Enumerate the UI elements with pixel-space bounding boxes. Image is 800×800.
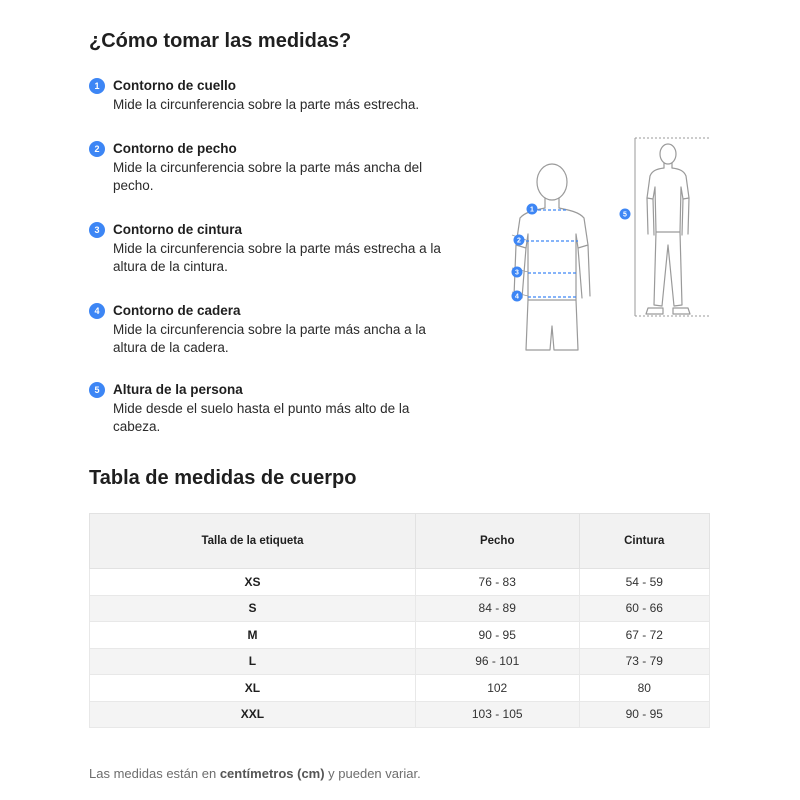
chest-cell: 96 - 101	[415, 648, 579, 675]
step-number-badge: 1	[89, 78, 105, 94]
chest-cell: 84 - 89	[415, 595, 579, 622]
units-note-before: Las medidas están en	[89, 766, 220, 781]
size-table	[89, 513, 710, 728]
howto-title: ¿Cómo tomar las medidas?	[89, 30, 352, 52]
step-description: Mide desde el suelo hasta el punto más alto de la cabeza.	[113, 401, 410, 434]
size-table-title: Tabla de medidas de cuerpo	[89, 467, 357, 489]
column-header-size: Talla de la etiqueta	[90, 514, 416, 569]
waist-cell: 90 - 95	[579, 701, 709, 728]
waist-cell: 73 - 79	[579, 648, 709, 675]
waist-cell: 67 - 72	[579, 622, 709, 649]
table-row	[90, 648, 710, 675]
size-cell: M	[90, 622, 416, 649]
step-description: Mide la circunferencia sobre la parte más ancha a la altura de la cadera.	[113, 322, 426, 355]
step-number-badge: 4	[89, 303, 105, 319]
chest-cell: 90 - 95	[415, 622, 579, 649]
step-number-badge: 2	[89, 141, 105, 157]
units-note	[89, 766, 421, 781]
size-cell: XXL	[90, 701, 416, 728]
size-cell: S	[90, 595, 416, 622]
step-number-badge: 3	[89, 222, 105, 238]
step-title: Contorno de pecho	[113, 141, 237, 156]
table-row	[90, 622, 710, 649]
chest-cell: 102	[415, 675, 579, 702]
size-cell: XS	[90, 569, 416, 596]
step-description: Mide la circunferencia sobre la parte más estrecha.	[113, 97, 420, 112]
table-row	[90, 675, 710, 702]
size-cell: L	[90, 648, 416, 675]
svg-text:4: 4	[515, 293, 519, 301]
step-description: Mide la circunferencia sobre la parte más ancha del pecho.	[113, 160, 423, 193]
step-title: Altura de la persona	[113, 382, 243, 397]
chest-cell: 103 - 105	[415, 701, 579, 728]
svg-text:2: 2	[517, 237, 521, 245]
step-title: Contorno de cuello	[113, 78, 236, 93]
chest-cell: 76 - 83	[415, 569, 579, 596]
step-title: Contorno de cintura	[113, 222, 242, 237]
size-cell: XL	[90, 675, 416, 702]
svg-text:3: 3	[515, 269, 519, 277]
table-header-row	[90, 514, 710, 569]
torso-figure-outline	[514, 164, 590, 350]
table-row	[90, 595, 710, 622]
svg-text:5: 5	[623, 211, 627, 219]
waist-cell: 80	[579, 675, 709, 702]
body-measurement-illustration	[490, 130, 730, 365]
waist-cell: 54 - 59	[579, 569, 709, 596]
step-number-badge: 5	[89, 382, 105, 398]
svg-text:1: 1	[530, 206, 534, 214]
column-header-chest: Pecho	[415, 514, 579, 569]
waist-cell: 60 - 66	[579, 595, 709, 622]
units-note-after: y pueden variar.	[324, 766, 421, 781]
units-note-bold: centímetros (cm)	[219, 766, 325, 781]
measurement-lines	[526, 210, 578, 297]
column-header-waist: Cintura	[579, 514, 709, 569]
step-description: Mide la circunferencia sobre la parte más estrecha a la altura de la cintura.	[113, 241, 441, 274]
full-body-figure-outline	[646, 144, 690, 314]
illustration-badges	[512, 204, 631, 302]
step-title: Contorno de cadera	[113, 303, 241, 318]
table-row	[90, 569, 710, 596]
table-row	[90, 701, 710, 728]
